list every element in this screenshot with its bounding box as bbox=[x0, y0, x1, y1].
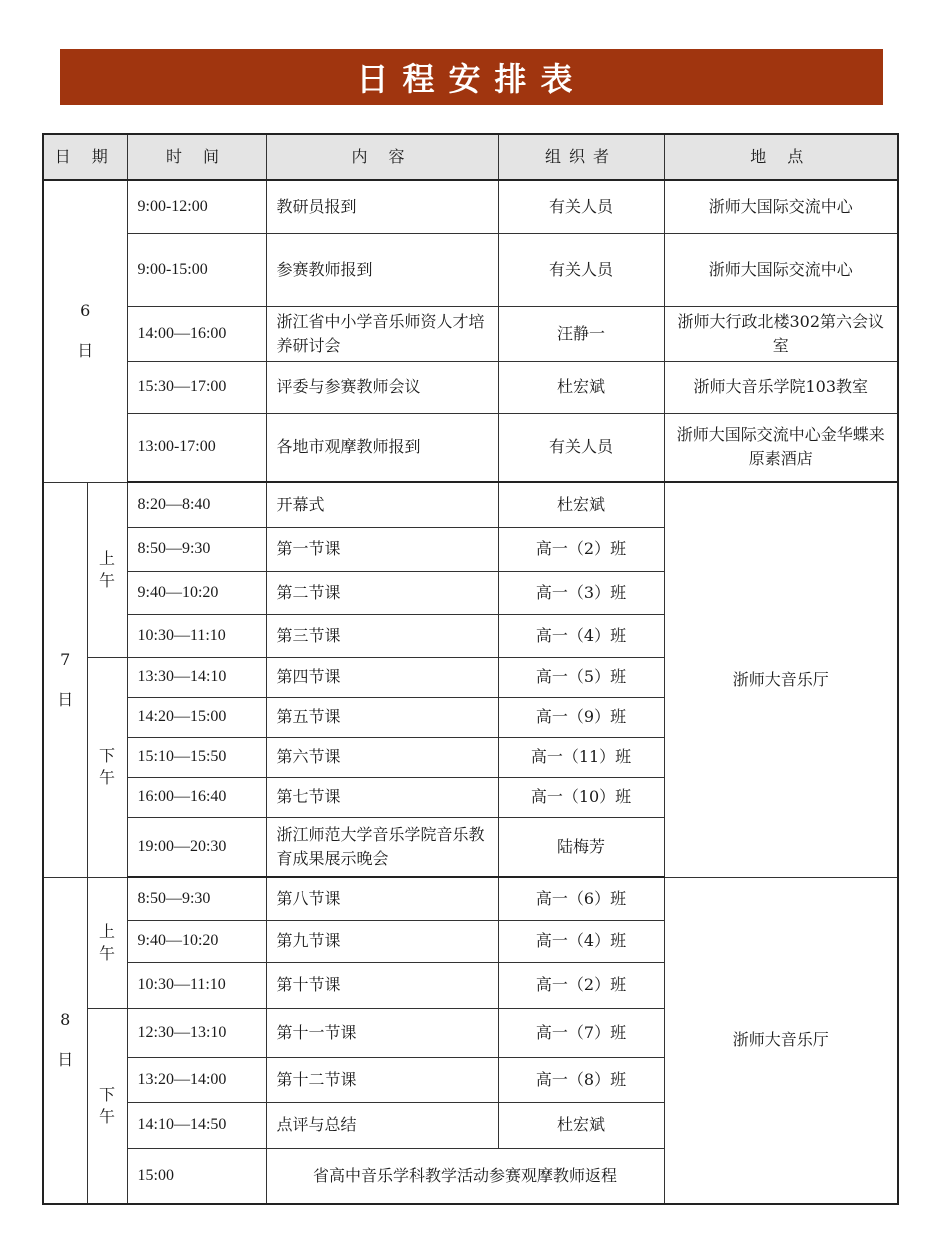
content-cell: 第五节课 bbox=[266, 697, 498, 737]
morning-label: 上 午 bbox=[87, 877, 127, 1008]
content-cell: 第十一节课 bbox=[266, 1008, 498, 1057]
content-cell: 第四节课 bbox=[266, 657, 498, 697]
page-title: 日程安排表 bbox=[356, 60, 587, 98]
table-row bbox=[43, 482, 898, 527]
header-organizer: 组织者 bbox=[498, 134, 664, 180]
content-cell: 评委与参赛教师会议 bbox=[266, 361, 498, 413]
content-cell: 第七节课 bbox=[266, 777, 498, 817]
time-cell: 13:20—14:00 bbox=[127, 1057, 266, 1102]
table-row bbox=[43, 413, 898, 482]
organizer-cell: 高一（9）班 bbox=[498, 697, 664, 737]
organizer-cell: 杜宏斌 bbox=[498, 361, 664, 413]
header-date: 日 期 bbox=[43, 134, 127, 180]
content-cell: 第十二节课 bbox=[266, 1057, 498, 1102]
time-cell: 13:30—14:10 bbox=[127, 657, 266, 697]
time-cell: 10:30—11:10 bbox=[127, 614, 266, 657]
place-cell: 浙师大音乐厅 bbox=[664, 482, 898, 877]
content-cell: 浙江师范大学音乐学院音乐教育成果展示晚会 bbox=[266, 817, 498, 877]
content-cell: 第二节课 bbox=[266, 571, 498, 614]
content-cell: 各地市观摩教师报到 bbox=[266, 413, 498, 482]
place-cell: 浙师大国际交流中心 bbox=[664, 180, 898, 233]
content-cell: 点评与总结 bbox=[266, 1102, 498, 1148]
content-cell: 第一节课 bbox=[266, 527, 498, 571]
date-cell-6: 6 日 bbox=[43, 180, 127, 482]
morning-label: 上 午 bbox=[87, 482, 127, 657]
table-row bbox=[43, 306, 898, 361]
date-cell-7: 7 日 bbox=[43, 482, 87, 877]
title-banner bbox=[60, 49, 883, 105]
organizer-cell: 杜宏斌 bbox=[498, 1102, 664, 1148]
content-cell: 第九节课 bbox=[266, 920, 498, 962]
content-cell: 参赛教师报到 bbox=[266, 233, 498, 306]
organizer-cell: 高一（5）班 bbox=[498, 657, 664, 697]
content-cell: 第六节课 bbox=[266, 737, 498, 777]
content-cell: 省高中音乐学科教学活动参赛观摩教师返程 bbox=[266, 1148, 664, 1204]
content-cell: 第三节课 bbox=[266, 614, 498, 657]
time-cell: 8:50—9:30 bbox=[127, 527, 266, 571]
time-cell: 19:00—20:30 bbox=[127, 817, 266, 877]
organizer-cell: 高一（10）班 bbox=[498, 777, 664, 817]
organizer-cell: 高一（11）班 bbox=[498, 737, 664, 777]
header-place: 地 点 bbox=[664, 134, 898, 180]
time-cell: 9:00-15:00 bbox=[127, 233, 266, 306]
content-cell: 开幕式 bbox=[266, 482, 498, 527]
time-cell: 12:30—13:10 bbox=[127, 1008, 266, 1057]
organizer-cell: 有关人员 bbox=[498, 413, 664, 482]
organizer-cell: 有关人员 bbox=[498, 233, 664, 306]
organizer-cell: 高一（8）班 bbox=[498, 1057, 664, 1102]
table-row bbox=[43, 233, 898, 306]
organizer-cell: 高一（3）班 bbox=[498, 571, 664, 614]
header-content: 内 容 bbox=[266, 134, 498, 180]
time-cell: 15:30—17:00 bbox=[127, 361, 266, 413]
time-cell: 14:20—15:00 bbox=[127, 697, 266, 737]
time-cell: 8:20—8:40 bbox=[127, 482, 266, 527]
header-time: 时 间 bbox=[127, 134, 266, 180]
schedule-table bbox=[42, 133, 899, 1205]
place-cell: 浙师大国际交流中心金华蝶来原素酒店 bbox=[664, 413, 898, 482]
time-cell: 9:00-12:00 bbox=[127, 180, 266, 233]
time-cell: 10:30—11:10 bbox=[127, 962, 266, 1008]
time-cell: 13:00-17:00 bbox=[127, 413, 266, 482]
time-cell: 16:00—16:40 bbox=[127, 777, 266, 817]
time-cell: 14:10—14:50 bbox=[127, 1102, 266, 1148]
organizer-cell: 高一（7）班 bbox=[498, 1008, 664, 1057]
organizer-cell: 汪静一 bbox=[498, 306, 664, 361]
time-cell: 8:50—9:30 bbox=[127, 877, 266, 920]
time-cell: 15:00 bbox=[127, 1148, 266, 1204]
date-cell-8: 8 日 bbox=[43, 877, 87, 1204]
organizer-cell: 有关人员 bbox=[498, 180, 664, 233]
place-cell: 浙师大行政北楼302第六会议室 bbox=[664, 306, 898, 361]
header-row bbox=[43, 134, 898, 180]
content-cell: 教研员报到 bbox=[266, 180, 498, 233]
place-cell: 浙师大音乐学院103教室 bbox=[664, 361, 898, 413]
organizer-cell: 高一（2）班 bbox=[498, 527, 664, 571]
organizer-cell: 高一（6）班 bbox=[498, 877, 664, 920]
place-cell: 浙师大国际交流中心 bbox=[664, 233, 898, 306]
organizer-cell: 杜宏斌 bbox=[498, 482, 664, 527]
content-cell: 第十节课 bbox=[266, 962, 498, 1008]
time-cell: 15:10—15:50 bbox=[127, 737, 266, 777]
content-cell: 浙江省中小学音乐师资人才培养研讨会 bbox=[266, 306, 498, 361]
time-cell: 14:00—16:00 bbox=[127, 306, 266, 361]
time-cell: 9:40—10:20 bbox=[127, 571, 266, 614]
organizer-cell: 高一（4）班 bbox=[498, 614, 664, 657]
place-cell: 浙师大音乐厅 bbox=[664, 877, 898, 1204]
afternoon-label: 下 午 bbox=[87, 657, 127, 877]
organizer-cell: 高一（2）班 bbox=[498, 962, 664, 1008]
organizer-cell: 高一（4）班 bbox=[498, 920, 664, 962]
table-row bbox=[43, 361, 898, 413]
table-row bbox=[43, 180, 898, 233]
time-cell: 9:40—10:20 bbox=[127, 920, 266, 962]
content-cell: 第八节课 bbox=[266, 877, 498, 920]
table-row bbox=[43, 877, 898, 920]
afternoon-label: 下 午 bbox=[87, 1008, 127, 1204]
organizer-cell: 陆梅芳 bbox=[498, 817, 664, 877]
